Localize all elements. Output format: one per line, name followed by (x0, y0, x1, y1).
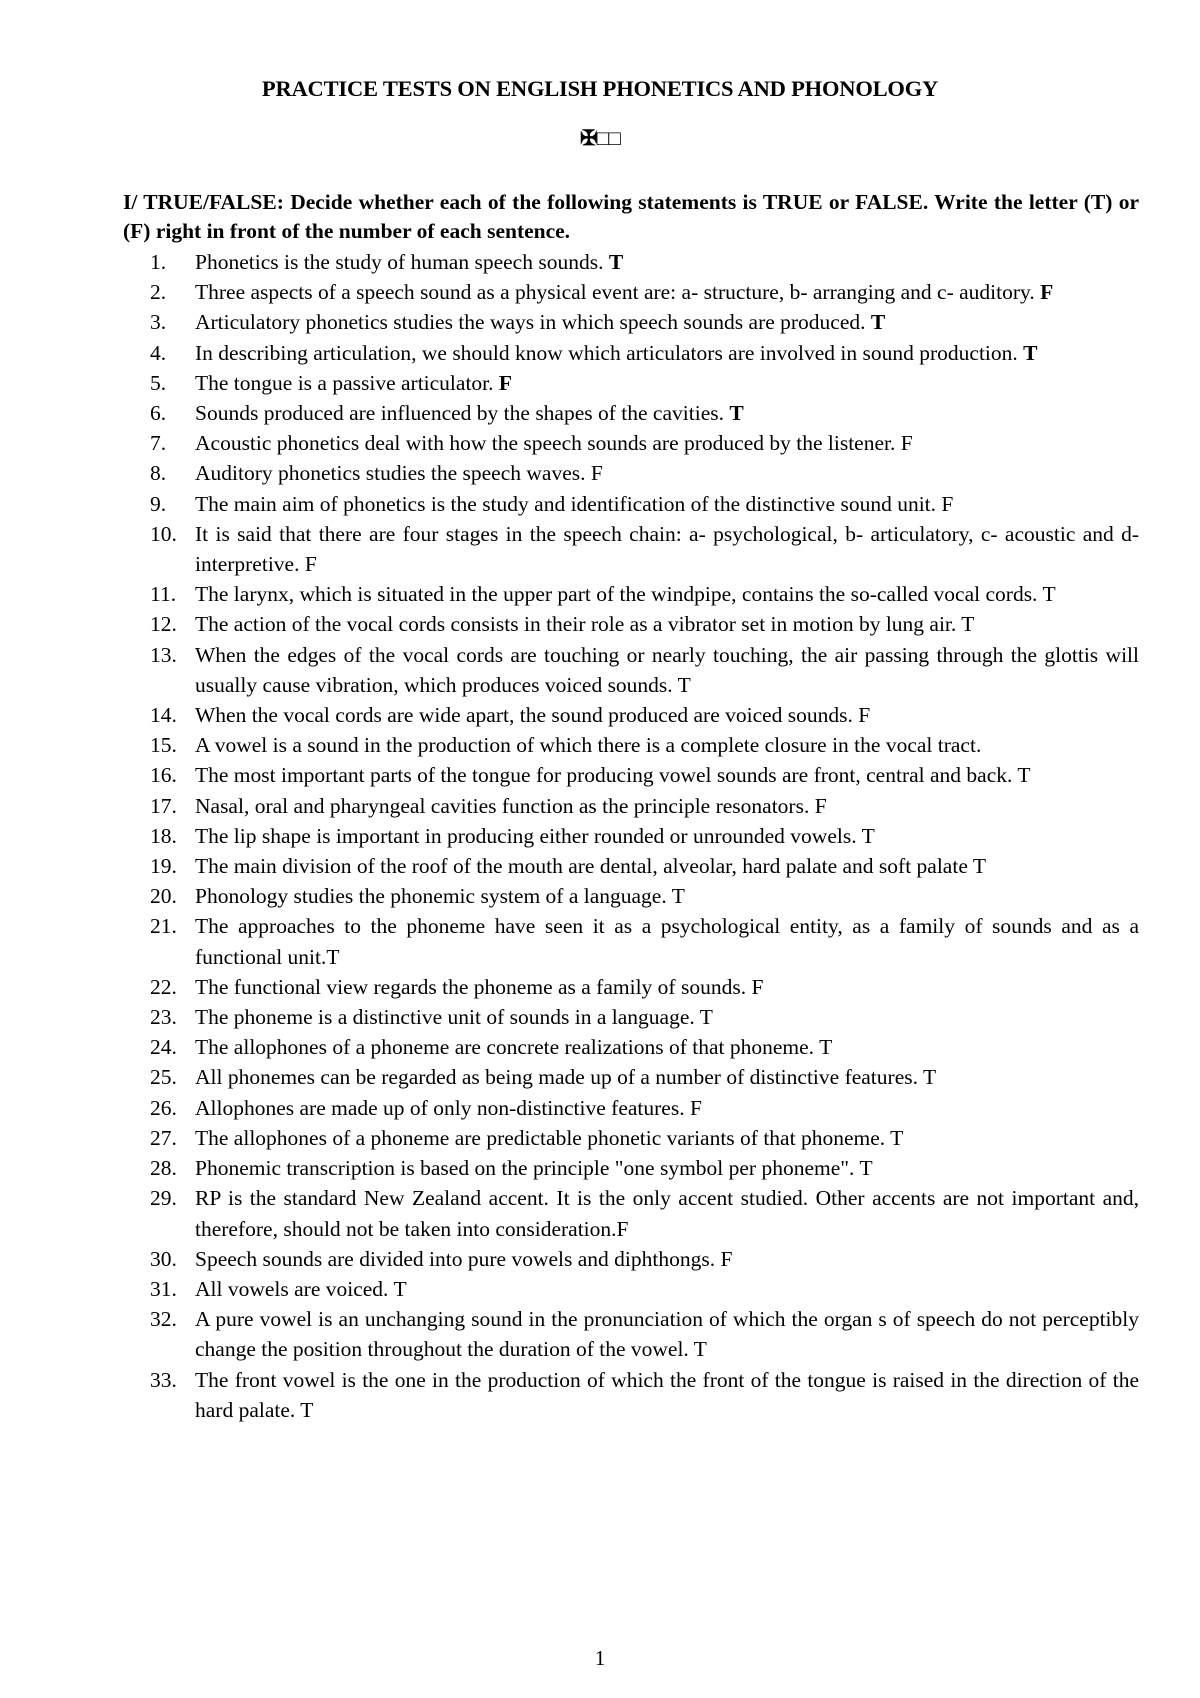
statement-item (123, 489, 1139, 519)
answer-mark: T (608, 250, 624, 274)
statement-text: Auditory phonetics studies the speech waves. (195, 461, 591, 486)
statement-text: Nasal, oral and pharyngeal cavities function as the principle resonators. (195, 793, 810, 818)
statement-item (123, 760, 1139, 790)
statement-text: The front vowel is the one in the production of which the front of the tongue is raised in the direction of the hard palate. (195, 1367, 1139, 1422)
answer-mark: T (1023, 340, 1038, 365)
statement-number: 30. (150, 1246, 177, 1271)
statement-item (123, 398, 1139, 428)
statement-text: The allophones of a phoneme are predictable phonetic variants of that phoneme. (195, 1125, 886, 1150)
statement-number: 27. (150, 1125, 177, 1150)
statement-number: 18. (150, 823, 177, 848)
answer-mark: F (1040, 280, 1054, 305)
answer-mark: T (972, 854, 987, 879)
answer-mark: T (890, 1125, 904, 1150)
statement-number: 33. (150, 1367, 177, 1392)
statement-number: 11. (150, 582, 177, 607)
statement-item (123, 1123, 1139, 1153)
answer-mark: T (729, 401, 744, 426)
statement-number: 21. (150, 914, 177, 939)
answer-mark: T (699, 1005, 713, 1030)
answer-mark: F (900, 431, 913, 456)
statement-item (123, 368, 1139, 398)
statement-item (123, 1274, 1139, 1304)
statement-list (123, 247, 1139, 1425)
statement-item (123, 821, 1139, 851)
statement-number: 19. (150, 854, 177, 879)
statement-text: Sounds produced are influenced by the shapes of the cavities. (195, 401, 724, 426)
statement-item (123, 247, 1139, 277)
statement-number: 2. (150, 280, 167, 305)
statement-number: 23. (150, 1005, 177, 1030)
statement-text: Three aspects of a speech sound as a physical event are: a- structure, b- arranging and c- auditory. (195, 280, 1035, 305)
answer-mark: T (861, 823, 875, 848)
statement-item (123, 579, 1139, 609)
answer-mark: F (616, 1216, 629, 1241)
statement-text: Articulatory phonetics studies the ways in which speech sounds are produced. (195, 310, 866, 335)
answer-mark: F (941, 491, 954, 516)
statement-item (123, 458, 1139, 488)
statement-item (123, 851, 1139, 881)
statement-item (123, 1062, 1139, 1092)
answer-mark: T (1042, 582, 1056, 607)
statement-item (123, 881, 1139, 911)
statement-item (123, 1365, 1139, 1425)
statement-number: 3. (150, 310, 167, 335)
statement-number: 29. (150, 1186, 177, 1211)
statement-text: The lip shape is important in producing either rounded or unrounded vowels. (195, 823, 857, 848)
statement-item (123, 730, 1139, 760)
statement-text: Phonetics is the study of human speech sounds. (195, 250, 604, 274)
statement-item (123, 338, 1139, 368)
statement-text: Phonemic transcription is based on the principle "one symbol per phoneme". (195, 1156, 855, 1181)
statement-number: 24. (150, 1035, 177, 1060)
statement-text: The functional view regards the phoneme as a family of sounds. (195, 974, 747, 999)
statement-text: A vowel is a sound in the production of which there is a complete closure in the vocal tract. (195, 733, 982, 758)
statement-number: 31. (150, 1276, 177, 1301)
statement-number: 4. (150, 340, 167, 365)
statement-number: 9. (150, 491, 167, 516)
statement-number: 28. (150, 1156, 177, 1181)
statement-number: 15. (150, 733, 177, 758)
statement-number: 6. (150, 401, 167, 426)
statement-number: 13. (150, 642, 177, 667)
statement-number: 14. (150, 703, 177, 728)
answer-mark: F (304, 552, 317, 577)
section-instructions: I/ TRUE/FALSE: Decide whether each of the following statements is TRUE or FALSE. Write the letter (T) or (F) right in front of the number of each sentence. (123, 190, 1139, 243)
statement-item (123, 1093, 1139, 1123)
statement-text: The larynx, which is situated in the upper part of the windpipe, contains the so-called vocal cords. (195, 582, 1038, 607)
statement-text: The most important parts of the tongue for producing vowel sounds are front, central and back. (195, 763, 1013, 788)
answer-mark: T (870, 310, 886, 335)
answer-mark: F (720, 1246, 733, 1271)
statement-item (123, 428, 1139, 458)
statement-text: Acoustic phonetics deal with how the speech sounds are produced by the listener. (195, 431, 896, 456)
statement-text: Allophones are made up of only non-distinctive features. (195, 1095, 685, 1120)
statement-text: It is said that there are four stages in the speech chain: a- psychological, b- articulatory, c- acoustic and d- interpretive. (195, 521, 1139, 577)
statement-item (123, 911, 1139, 971)
statement-text: A pure vowel is an unchanging sound in the pronunciation of which the organ s of speech do not perceptibly change the position throughout the duration of the vowel. (195, 1307, 1139, 1362)
statement-number: 16. (150, 763, 177, 788)
answer-mark: T (859, 1156, 873, 1181)
statement-item (123, 609, 1139, 639)
statement-number: 17. (150, 793, 177, 818)
statement-text: All vowels are voiced. (195, 1276, 389, 1301)
statement-item (123, 700, 1139, 730)
answer-mark: F (498, 370, 513, 395)
statement-number: 25. (150, 1065, 177, 1090)
answer-mark: T (819, 1035, 833, 1060)
page-number: 1 (594, 1646, 606, 1670)
answer-mark: T (671, 884, 685, 909)
statement-number: 8. (150, 461, 167, 486)
statement-item (123, 791, 1139, 821)
statement-text: The allophones of a phoneme are concrete realizations of that phoneme. (195, 1035, 815, 1060)
statement-text: The tongue is a passive articulator. (195, 370, 494, 395)
answer-mark: F (590, 461, 603, 486)
statement-text: The main division of the roof of the mouth are dental, alveolar, hard palate and soft palate (195, 854, 968, 879)
statement-text: In describing articulation, we should know which articulators are involved in sound production. (195, 340, 1018, 365)
statement-item (123, 640, 1139, 700)
answer-mark: T (1017, 763, 1031, 788)
statement-text: When the vocal cords are wide apart, the sound produced are voiced sounds. (195, 703, 853, 728)
ornament-symbols: ✠□□ (580, 126, 620, 150)
answer-mark: F (689, 1095, 702, 1120)
statement-number: 5. (150, 370, 167, 395)
statement-item (123, 1183, 1139, 1243)
statement-number: 1. (150, 250, 167, 274)
statement-number: 32. (150, 1307, 177, 1332)
answer-mark: F (814, 793, 827, 818)
answer-mark: T (326, 944, 340, 969)
statement-text: When the edges of the vocal cords are touching or nearly touching, the air passing through the glottis will usually cause vibration, which produces voiced sounds. (195, 642, 1139, 697)
statement-text: RP is the standard New Zealand accent. It is the only accent studied. Other accents are not important and, therefore, should not be taken into consideration. (195, 1186, 1139, 1241)
answer-mark: T (677, 672, 691, 697)
answer-mark: T (300, 1397, 314, 1422)
statement-number: 22. (150, 974, 177, 999)
statement-number: 12. (150, 612, 177, 637)
statement-text: The main aim of phonetics is the study and identification of the distinctive sound unit. (195, 491, 937, 516)
statement-item (123, 1032, 1139, 1062)
answer-mark: T (393, 1276, 407, 1301)
statement-text: Phonology studies the phonemic system of a language. (195, 884, 672, 909)
statement-number: 10. (150, 521, 177, 546)
statement-item (123, 1244, 1139, 1274)
statement-text: Speech sounds are divided into pure vowels and diphthongs. (195, 1246, 716, 1271)
statement-item (123, 1304, 1139, 1364)
statement-item (123, 307, 1139, 337)
answer-mark: F (751, 974, 764, 999)
statement-item (123, 519, 1139, 579)
statement-text: The approaches to the phoneme have seen it as a psychological entity, as a family of sounds and as a functional unit. (195, 914, 1139, 969)
answer-mark: T (922, 1065, 937, 1090)
answer-mark: T (961, 612, 975, 637)
statement-number: 20. (150, 884, 177, 909)
statement-item (123, 1002, 1139, 1032)
statement-number: 7. (150, 431, 167, 456)
statement-item (123, 1153, 1139, 1183)
statement-text: The phoneme is a distinctive unit of sounds in a language. (195, 1005, 695, 1030)
answer-mark: F (858, 703, 871, 728)
statement-item (123, 277, 1139, 307)
statement-number: 26. (150, 1095, 177, 1120)
answer-mark: T (693, 1337, 707, 1362)
statement-text: The action of the vocal cords consists in their role as a vibrator set in motion by lung air. (195, 612, 957, 637)
statement-text: All phonemes can be regarded as being made up of a number of distinctive features. (195, 1065, 918, 1090)
page-title: PRACTICE TESTS ON ENGLISH PHONETICS AND PHONOLOGY (261, 76, 939, 101)
statement-item (123, 972, 1139, 1002)
